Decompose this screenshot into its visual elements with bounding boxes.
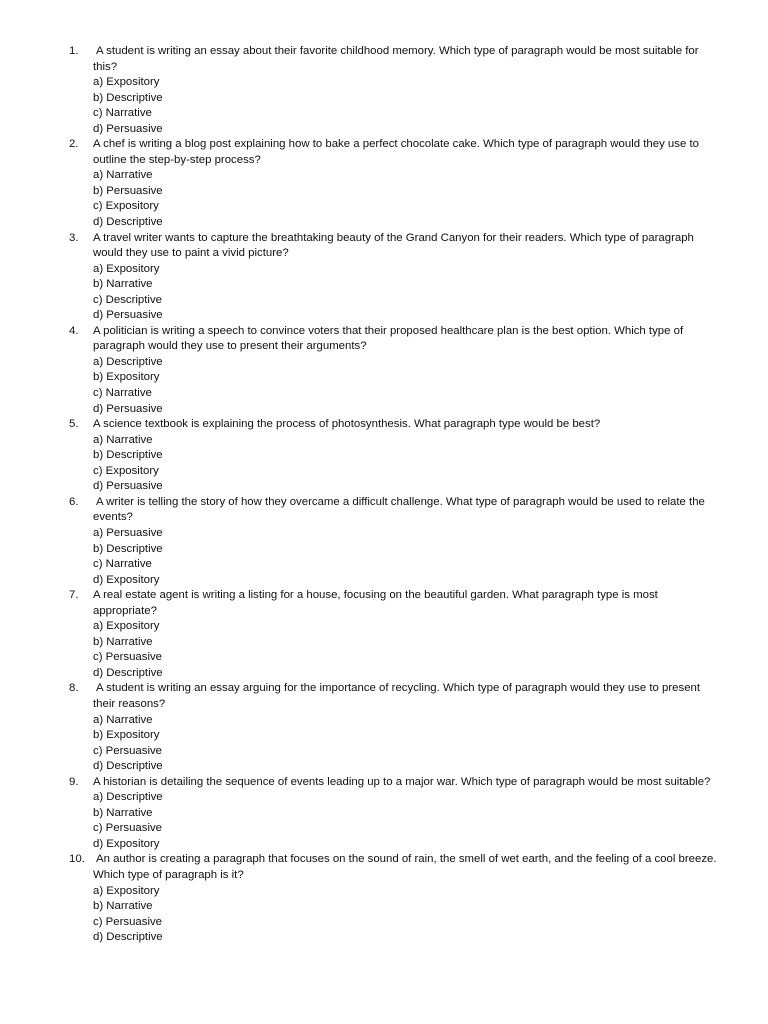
question-item	[0, 588, 768, 681]
question-text: A writer is telling the story of how they overcame a difficult challenge. What type of paragraph would be used to relate the events?	[93, 495, 705, 524]
answer-option: b) Narrative	[93, 900, 153, 913]
question-text: A historian is detailing the sequence of events leading up to a major war. Which type of paragraph would be most suitable?	[93, 775, 711, 788]
answer-option: d) Expository	[93, 573, 160, 586]
question-number: 5.	[69, 418, 79, 431]
answer-option: c) Persuasive	[93, 651, 163, 664]
answer-option: b) Narrative	[93, 635, 153, 648]
answer-options	[0, 433, 768, 495]
answer-option: b) Narrative	[93, 806, 153, 819]
answer-options	[0, 619, 768, 681]
answer-option: a) Expository	[93, 262, 160, 275]
answer-option: b) Descriptive	[93, 91, 163, 104]
answer-option: b) Narrative	[93, 278, 153, 291]
answer-option: a) Expository	[93, 620, 160, 633]
answer-option: a) Narrative	[93, 169, 153, 182]
answer-options	[0, 168, 768, 230]
question-number: 2.	[69, 138, 79, 151]
answer-option: b) Descriptive	[93, 542, 163, 555]
answer-option: c) Narrative	[93, 107, 152, 120]
answer-options	[0, 790, 768, 852]
answer-options	[0, 75, 768, 137]
question-text: A politician is writing a speech to convince voters that their proposed healthcare plan is the best option. Which type of paragraph would they use to present their arguments?	[93, 324, 684, 353]
answer-option: c) Expository	[93, 464, 159, 477]
answer-option: b) Persuasive	[93, 184, 163, 197]
question-number: 4.	[69, 324, 79, 337]
document-page	[0, 44, 768, 946]
question-item	[0, 231, 768, 324]
answer-option: d) Persuasive	[93, 309, 163, 322]
answer-option: a) Expository	[93, 76, 160, 89]
question-text: An author is creating a paragraph that focuses on the sound of rain, the smell of wet earth, and the feeling of a cool breeze. Which type of paragraph is it?	[93, 853, 717, 881]
question-number: 10.	[69, 853, 85, 866]
answer-option: c) Expository	[93, 200, 159, 213]
question-number: 6.	[69, 495, 79, 508]
answer-options	[0, 526, 768, 588]
question-number: 8.	[69, 682, 79, 695]
question-number: 3.	[69, 231, 79, 244]
answer-options	[0, 713, 768, 775]
answer-option: c) Persuasive	[93, 744, 163, 757]
answer-option: d) Descriptive	[93, 216, 163, 229]
answer-option: d) Expository	[93, 837, 160, 850]
question-number: 9.	[69, 775, 79, 788]
question-text: A chef is writing a blog post explaining how to bake a perfect chocolate cake. Which type of paragraph would they use to outline the step-by-step process?	[93, 138, 699, 166]
answer-option: d) Descriptive	[93, 760, 163, 773]
answer-option: c) Persuasive	[93, 915, 163, 928]
answer-options	[0, 884, 768, 946]
question-item	[0, 417, 768, 495]
question-list	[0, 44, 768, 946]
question-item	[0, 324, 768, 417]
question-text: A student is writing an essay arguing for the importance of recycling. Which type of paragraph would they use to present their reasons?	[93, 682, 701, 710]
answer-option: a) Narrative	[93, 433, 153, 446]
answer-option: d) Persuasive	[93, 480, 163, 493]
question-text: A travel writer wants to capture the breathtaking beauty of the Grand Canyon for their readers. Which type of paragraph would they use to paint a vivid picture?	[93, 231, 694, 260]
question-item	[0, 137, 768, 230]
answer-option: b) Expository	[93, 729, 160, 742]
answer-option: a) Persuasive	[93, 526, 163, 539]
answer-option: d) Persuasive	[93, 402, 163, 415]
answer-option: b) Expository	[93, 371, 160, 384]
question-item	[0, 495, 768, 588]
answer-option: d) Descriptive	[93, 931, 163, 944]
answer-option: c) Persuasive	[93, 822, 163, 835]
answer-option: d) Persuasive	[93, 122, 163, 135]
question-text: A science textbook is explaining the process of photosynthesis. What paragraph type would be best?	[93, 418, 601, 431]
question-item	[0, 852, 768, 945]
answer-option: c) Narrative	[93, 387, 152, 400]
question-text: A real estate agent is writing a listing for a house, focusing on the beautiful garden. What paragraph type is most appropriate?	[93, 589, 658, 617]
answer-option: a) Narrative	[93, 713, 153, 726]
answer-option: c) Narrative	[93, 558, 152, 571]
question-number: 7.	[69, 589, 79, 602]
answer-options	[0, 262, 768, 324]
answer-option: c) Descriptive	[93, 293, 162, 306]
question-item	[0, 775, 768, 853]
question-item	[0, 681, 768, 774]
answer-options	[0, 355, 768, 417]
answer-option: a) Descriptive	[93, 791, 163, 804]
question-text: A student is writing an essay about their favorite childhood memory. Which type of paragraph would be most suitable for this?	[93, 45, 699, 73]
answer-option: b) Descriptive	[93, 449, 163, 462]
answer-option: d) Descriptive	[93, 666, 163, 679]
answer-option: a) Descriptive	[93, 355, 163, 368]
answer-option: a) Expository	[93, 884, 160, 897]
question-number: 1.	[69, 45, 79, 57]
question-item	[0, 44, 768, 137]
